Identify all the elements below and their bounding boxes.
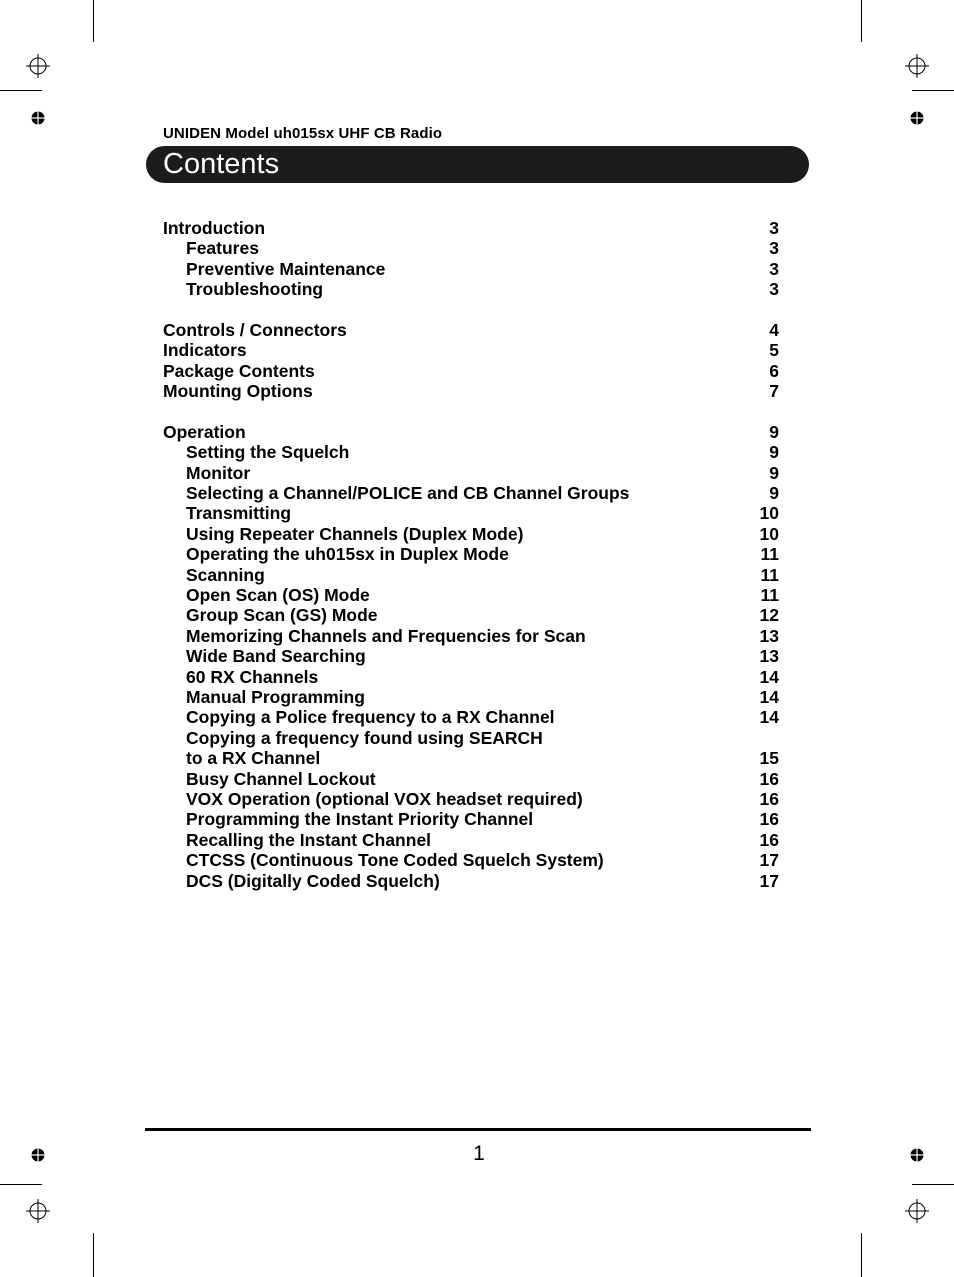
toc-entry-label: Monitor — [186, 462, 251, 483]
toc-entry-label: Manual Programming — [186, 686, 365, 707]
toc-entry[interactable] — [163, 259, 779, 279]
toc-entry-page: 17 — [759, 870, 779, 891]
toc-entry-page: 15 — [759, 748, 779, 769]
toc-entry-label: Programming the Instant Priority Channel — [186, 809, 534, 830]
toc-entry-label: 60 RX Channels — [186, 666, 319, 687]
toc-entry-label: Operating the uh015sx in Duplex Mode — [186, 544, 509, 565]
toc-entry-label: Copying a frequency found using SEARCH — [186, 727, 543, 748]
toc-entry-page: 3 — [769, 258, 779, 279]
toc-entry-label: CTCSS (Continuous Tone Coded Squelch System) — [186, 850, 604, 871]
crop-mark-bottom-right — [861, 1233, 862, 1277]
toc-entry[interactable] — [163, 809, 779, 829]
toc-entry[interactable] — [163, 871, 779, 891]
toc-entry-label: Introduction — [163, 218, 266, 238]
registration-crosshair-icon — [26, 1199, 50, 1223]
crop-mark-top-right — [861, 0, 862, 42]
toc-entry[interactable] — [163, 279, 779, 299]
toc-entry[interactable] — [163, 361, 779, 381]
toc-entry-label: DCS (Digitally Coded Squelch) — [186, 870, 440, 891]
toc-entry-page: 5 — [769, 340, 779, 361]
toc-entry[interactable] — [163, 789, 779, 809]
toc-entry-page: 17 — [759, 850, 779, 871]
toc-entry-page: 11 — [760, 585, 779, 606]
toc-entry-page: 6 — [769, 360, 779, 381]
toc-entry-page: 11 — [760, 564, 779, 585]
registration-dot-icon — [30, 110, 46, 126]
footer-rule — [145, 1128, 811, 1131]
running-head: UNIDEN Model uh015sx UHF CB Radio — [163, 125, 443, 142]
toc-entry[interactable] — [163, 381, 779, 401]
toc-entry-label: Troubleshooting — [186, 279, 324, 300]
toc-entry-page: 14 — [759, 707, 779, 728]
toc-entry[interactable] — [163, 524, 779, 544]
toc-entry[interactable] — [163, 544, 779, 564]
toc-entry-label: Group Scan (GS) Mode — [186, 605, 378, 626]
toc-entry-label: Recalling the Instant Channel — [186, 829, 432, 850]
toc-entry[interactable] — [163, 422, 779, 442]
toc-entry-label: Open Scan (OS) Mode — [186, 585, 370, 606]
toc-entry[interactable] — [163, 646, 779, 666]
toc-entry-label: Mounting Options — [163, 381, 313, 402]
toc-entry-page: 4 — [769, 319, 779, 340]
toc-entry-page: 16 — [759, 768, 779, 789]
toc-entry-page: 14 — [759, 666, 779, 687]
toc-entry-page: 9 — [769, 462, 779, 483]
toc-entry-label: Selecting a Channel/POLICE and CB Channel Groups — [186, 483, 630, 504]
toc-entry-label: Indicators — [163, 340, 247, 361]
crop-mark-right-top — [912, 90, 954, 91]
toc-entry[interactable] — [163, 707, 779, 727]
toc-entry[interactable] — [163, 667, 779, 687]
toc-entry-page: 9 — [769, 483, 779, 504]
registration-crosshair-icon — [905, 54, 929, 78]
toc-entry-label: Busy Channel Lockout — [186, 768, 376, 789]
toc-entry[interactable] — [163, 728, 779, 748]
toc-entry[interactable] — [163, 585, 779, 605]
registration-crosshair-icon — [26, 54, 50, 78]
toc-entry-label: Preventive Maintenance — [186, 258, 386, 279]
toc-entry-page: 10 — [759, 503, 779, 524]
toc-entry-label: Using Repeater Channels (Duplex Mode) — [186, 523, 524, 544]
crop-mark-bottom-left — [93, 1233, 94, 1277]
crop-mark-left-bottom — [0, 1184, 42, 1185]
registration-crosshair-icon — [905, 1199, 929, 1223]
toc-entry[interactable] — [163, 503, 779, 523]
toc-entry[interactable] — [163, 483, 779, 503]
toc-entry-label: Controls / Connectors — [163, 319, 347, 340]
toc-entry[interactable] — [163, 605, 779, 625]
crop-mark-left-top — [0, 90, 42, 91]
table-of-contents — [163, 218, 779, 891]
toc-entry[interactable] — [163, 850, 779, 870]
toc-entry-page: 7 — [769, 381, 779, 402]
crop-mark-top-left — [93, 0, 94, 42]
registration-dot-icon — [909, 110, 925, 126]
toc-entry-page: 12 — [759, 605, 779, 626]
toc-entry[interactable] — [163, 687, 779, 707]
toc-entry-label: Copying a Police frequency to a RX Channel — [186, 707, 555, 728]
toc-entry-page: 3 — [769, 218, 779, 238]
toc-entry-label: Scanning — [186, 564, 265, 585]
toc-entry-label: VOX Operation (optional VOX headset required) — [186, 788, 583, 809]
toc-entry-label: Package Contents — [163, 360, 315, 381]
crop-mark-right-bottom — [912, 1184, 954, 1185]
toc-entry-page: 13 — [759, 646, 779, 667]
toc-entry-label: Operation — [163, 421, 246, 442]
toc-entry[interactable] — [163, 626, 779, 646]
toc-entry-label: Wide Band Searching — [186, 646, 366, 667]
toc-entry-page: 10 — [759, 523, 779, 544]
toc-entry-page: 9 — [769, 421, 779, 442]
toc-entry[interactable] — [163, 340, 779, 360]
toc-entry-page: 3 — [769, 238, 779, 259]
page-title: Contents — [163, 148, 280, 180]
toc-entry[interactable] — [163, 218, 779, 238]
toc-entry-page: 11 — [760, 544, 779, 565]
toc-entry[interactable] — [163, 463, 779, 483]
toc-entry-label: Setting the Squelch — [186, 442, 350, 463]
toc-entry-page: 14 — [759, 686, 779, 707]
title-bar — [146, 146, 809, 183]
toc-entry-page: 9 — [769, 442, 779, 463]
toc-entry-page: 13 — [759, 625, 779, 646]
toc-entry-label: Memorizing Channels and Frequencies for Scan — [186, 625, 586, 646]
toc-entry-page: 16 — [759, 788, 779, 809]
toc-entry-page: 16 — [759, 829, 779, 850]
toc-entry[interactable] — [163, 442, 779, 462]
toc-entry[interactable] — [163, 830, 779, 850]
toc-entry[interactable] — [163, 238, 779, 258]
toc-entry-label: Features — [186, 238, 259, 259]
toc-entry[interactable] — [163, 748, 779, 768]
toc-entry-label: to a RX Channel — [186, 748, 321, 769]
toc-entry[interactable] — [163, 769, 779, 789]
page-number: 1 — [473, 1142, 485, 1165]
toc-entry-page: 16 — [759, 809, 779, 830]
toc-entry[interactable] — [163, 565, 779, 585]
toc-entry-label: Transmitting — [186, 503, 292, 524]
toc-entry-page: 3 — [769, 279, 779, 300]
toc-entry[interactable] — [163, 320, 779, 340]
